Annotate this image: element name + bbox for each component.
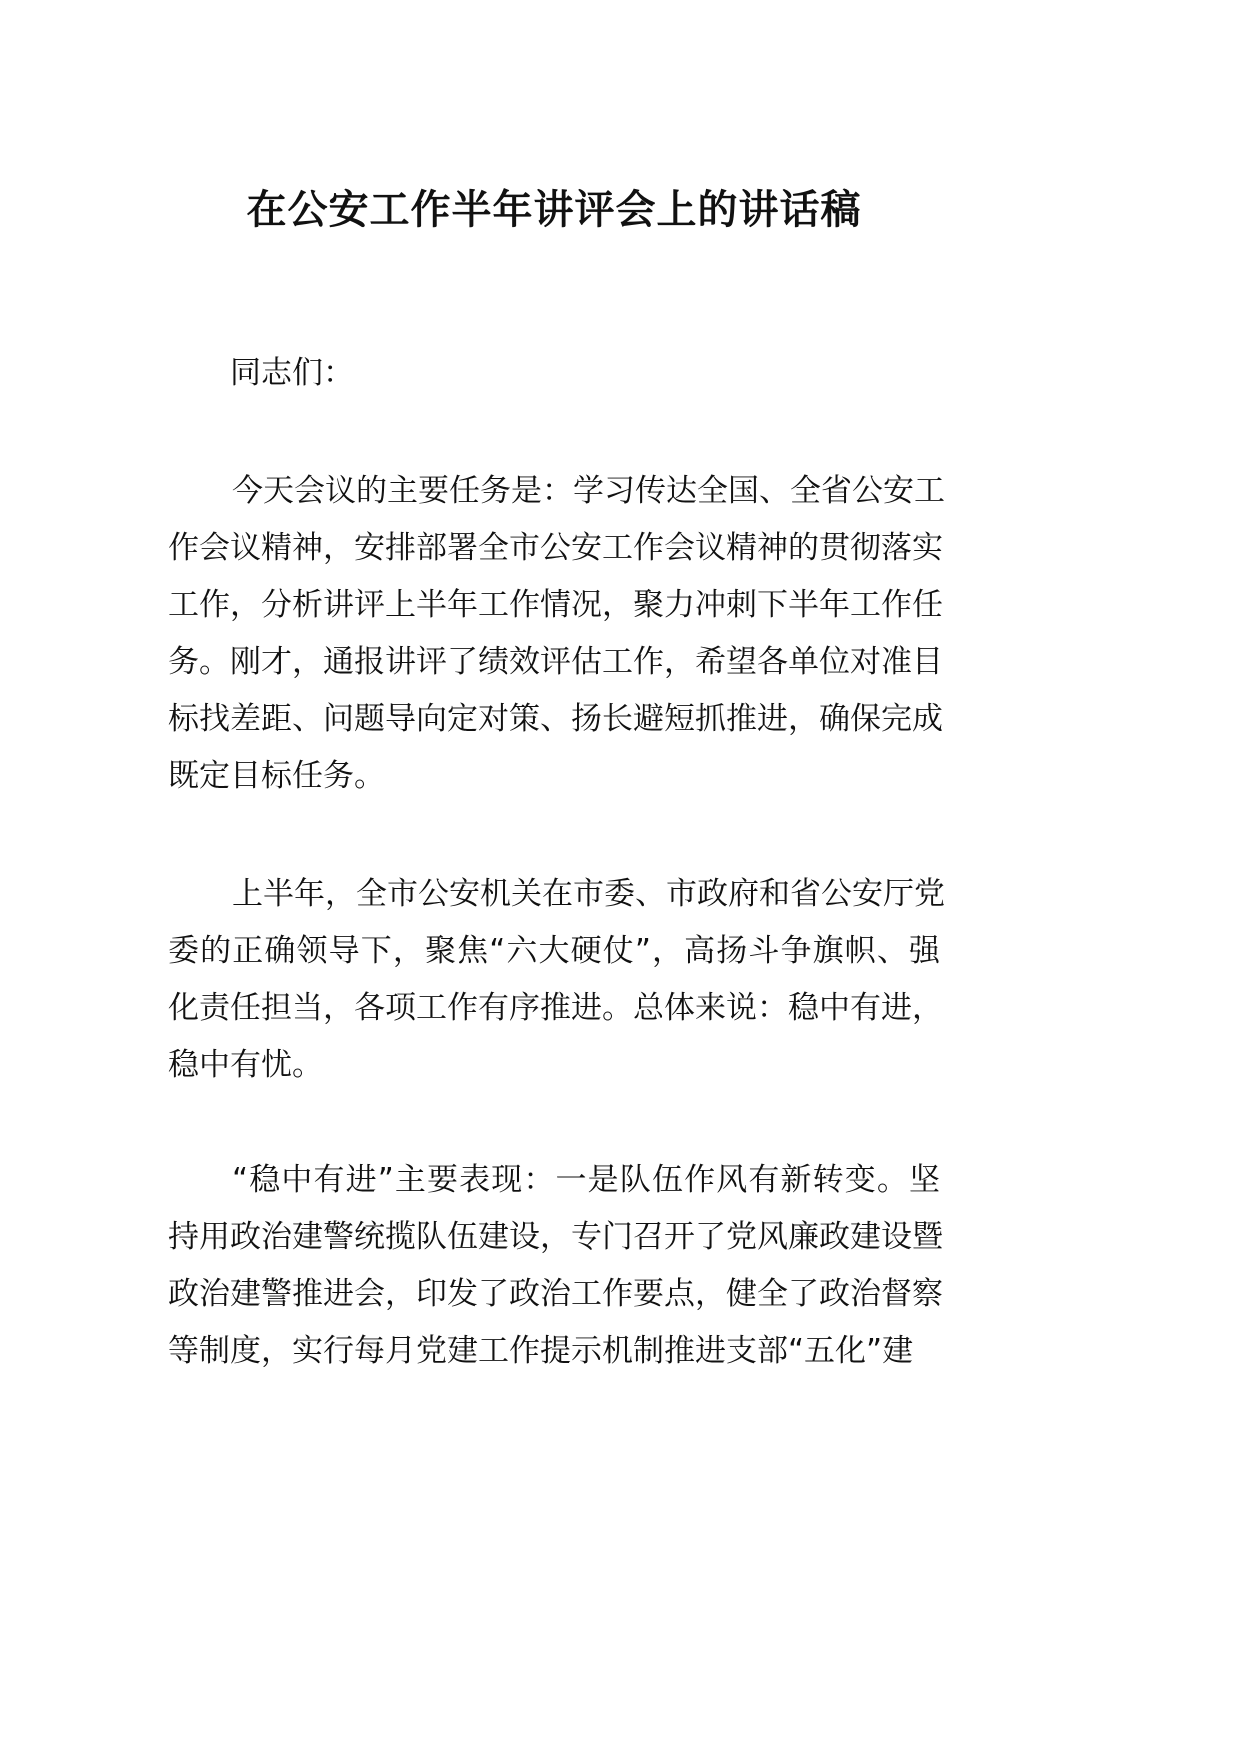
paragraph-2-line: 上半年，全市公安机关在市委、市政府和省公安厅党 <box>232 876 945 912</box>
paragraph-2-line: 委的正确领导下，聚焦“六大硬仗”，高扬斗争旗帜、强 <box>168 933 940 969</box>
paragraph-3-line: 政治建警推进会，印发了政治工作要点，健全了政治督察 <box>168 1276 943 1312</box>
paragraph-1-line: 工作，分析讲评上半年工作情况，聚力冲刺下半年工作任 <box>168 587 943 623</box>
document-title: 在公安工作半年讲评会上的讲话稿 <box>246 187 862 233</box>
paragraph-2-line: 化责任担当，各项工作有序推进。总体来说：稳中有进， <box>168 990 943 1026</box>
greeting: 同志们： <box>230 355 354 391</box>
paragraph-1-line: 标找差距、问题导向定对策、扬长避短抓推进，确保完成 <box>168 701 943 737</box>
paragraph-1-line: 作会议精神，安排部署全市公安工作会议精神的贯彻落实 <box>168 530 943 566</box>
paragraph-3-line: “稳中有进”主要表现：一是队伍作风有新转变。坚 <box>232 1162 940 1198</box>
paragraph-2-line: 稳中有忧。 <box>168 1047 323 1083</box>
paragraph-3-line: 持用政治建警统揽队伍建设，专门召开了党风廉政建设暨 <box>168 1219 943 1255</box>
paragraph-3-line: 等制度，实行每月党建工作提示机制推进支部“五化”建 <box>168 1333 914 1369</box>
paragraph-1-line: 务。刚才，通报讲评了绩效评估工作，希望各单位对准目 <box>168 644 943 680</box>
paragraph-1-line: 既定目标任务。 <box>168 758 385 794</box>
paragraph-1-line: 今天会议的主要任务是：学习传达全国、全省公安工 <box>232 473 945 509</box>
